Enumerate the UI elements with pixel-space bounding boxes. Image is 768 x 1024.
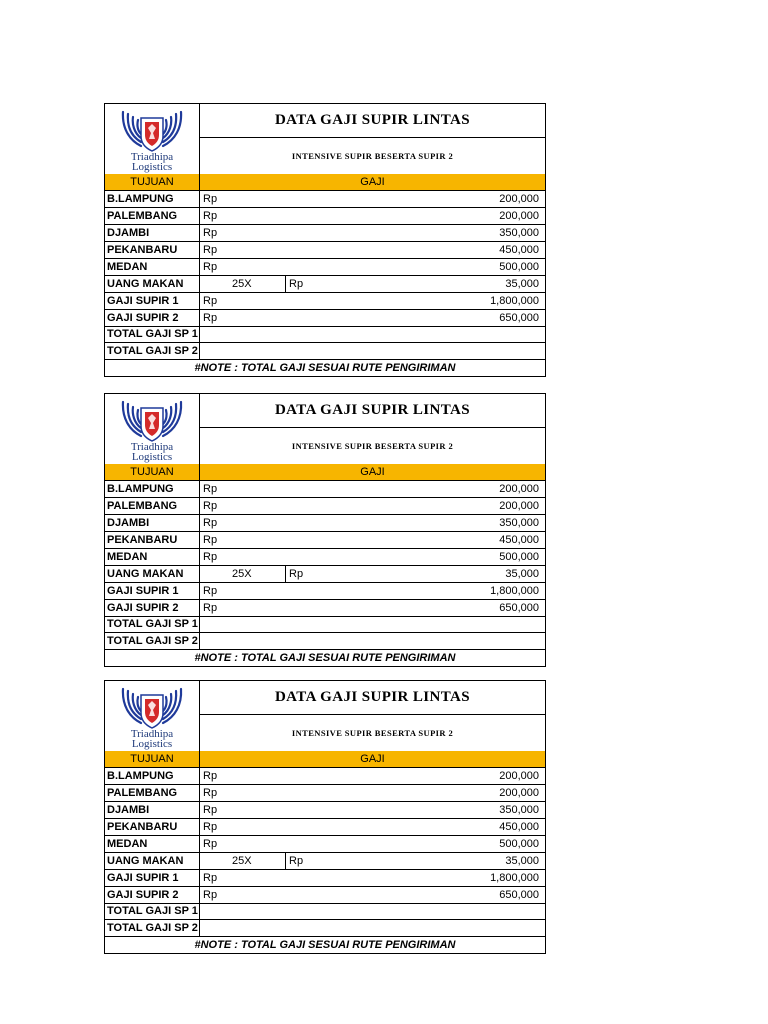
cell-divider xyxy=(199,768,200,784)
row-amount: 35,000 xyxy=(505,568,539,580)
eagle-emblem-icon xyxy=(119,106,185,154)
company-logo xyxy=(105,104,200,174)
table-row xyxy=(105,633,545,650)
logo-text-line1: Triadhipa xyxy=(130,728,174,740)
column-header-tujuan: TUJUAN xyxy=(105,464,200,480)
row-currency: Rp xyxy=(203,210,218,222)
table-row xyxy=(105,532,545,549)
cell-divider xyxy=(199,887,200,903)
column-header-gaji: GAJI xyxy=(360,176,385,188)
cell-divider xyxy=(199,836,200,852)
salary-table-1 xyxy=(104,103,546,377)
cell-divider xyxy=(199,600,200,616)
row-label: TOTAL GAJI SP 2 xyxy=(107,922,198,934)
row-label: B.LAMPUNG xyxy=(107,193,174,205)
cell-divider xyxy=(199,819,200,835)
row-amount: 1,800,000 xyxy=(490,872,539,884)
row-label: PALEMBANG xyxy=(107,210,178,222)
row-multiplier: 25X xyxy=(232,855,252,867)
salary-table-2 xyxy=(104,393,546,667)
table-note: #NOTE : TOTAL GAJI SESUAI RUTE PENGIRIMAN xyxy=(194,362,456,374)
row-currency: Rp xyxy=(203,500,218,512)
cell-divider xyxy=(285,566,286,582)
column-header-tujuan: TUJUAN xyxy=(105,751,200,767)
row-amount: 200,000 xyxy=(499,193,539,205)
table-row xyxy=(105,819,545,836)
row-label: UANG MAKAN xyxy=(107,855,184,867)
table-subtitle: INTENSIVE SUPIR BESERTA SUPIR 2 xyxy=(291,151,454,161)
cell-divider xyxy=(285,853,286,869)
logo-text-line1: Triadhipa xyxy=(130,441,174,453)
cell-divider xyxy=(199,920,200,936)
row-label: GAJI SUPIR 1 xyxy=(107,295,179,307)
row-multiplier: 25X xyxy=(232,278,252,290)
row-currency: Rp xyxy=(203,517,218,529)
cell-divider xyxy=(199,293,200,309)
cell-divider xyxy=(199,208,200,224)
logo-text-line1: Triadhipa xyxy=(130,151,174,163)
cell-divider xyxy=(199,259,200,275)
cell-divider xyxy=(199,616,200,632)
row-currency: Rp xyxy=(203,872,218,884)
row-amount: 500,000 xyxy=(499,261,539,273)
row-amount: 500,000 xyxy=(499,838,539,850)
row-amount: 650,000 xyxy=(499,602,539,614)
cell-divider xyxy=(199,853,200,869)
table-title: DATA GAJI SUPIR LINTAS xyxy=(200,104,545,138)
table-row xyxy=(105,768,545,785)
table-row xyxy=(105,293,545,310)
row-currency: Rp xyxy=(203,551,218,563)
column-header-gaji: GAJI xyxy=(360,753,385,765)
row-amount: 650,000 xyxy=(499,889,539,901)
row-label: PALEMBANG xyxy=(107,787,178,799)
row-currency: Rp xyxy=(203,585,218,597)
cell-divider xyxy=(199,870,200,886)
row-currency: Rp xyxy=(289,855,304,867)
salary-table-3 xyxy=(104,680,546,954)
table-row xyxy=(105,870,545,887)
row-currency: Rp xyxy=(203,312,218,324)
row-currency: Rp xyxy=(203,770,218,782)
column-header-row xyxy=(105,751,545,768)
company-logo xyxy=(105,394,200,464)
row-label: MEDAN xyxy=(107,551,148,563)
row-amount: 1,800,000 xyxy=(490,585,539,597)
table-row xyxy=(105,853,545,870)
row-amount: 35,000 xyxy=(505,278,539,290)
row-currency: Rp xyxy=(203,889,218,901)
cell-divider xyxy=(199,532,200,548)
row-currency: Rp xyxy=(203,804,218,816)
row-amount: 200,000 xyxy=(499,770,539,782)
cell-divider xyxy=(199,310,200,326)
row-label: UANG MAKAN xyxy=(107,568,184,580)
cell-divider xyxy=(199,903,200,919)
cell-divider xyxy=(199,785,200,801)
row-amount: 200,000 xyxy=(499,483,539,495)
row-currency: Rp xyxy=(289,278,304,290)
row-label: GAJI SUPIR 2 xyxy=(107,312,179,324)
table-row xyxy=(105,616,545,633)
row-amount: 200,000 xyxy=(499,500,539,512)
row-label: TOTAL GAJI SP 1 xyxy=(107,905,198,917)
row-label: PEKANBARU xyxy=(107,534,178,546)
table-row xyxy=(105,481,545,498)
row-label: MEDAN xyxy=(107,261,148,273)
column-header-tujuan: TUJUAN xyxy=(105,174,200,190)
row-amount: 35,000 xyxy=(505,855,539,867)
table-row xyxy=(105,242,545,259)
table-subtitle: INTENSIVE SUPIR BESERTA SUPIR 2 xyxy=(291,728,454,738)
table-row xyxy=(105,310,545,327)
row-label: TOTAL GAJI SP 1 xyxy=(107,328,198,340)
row-currency: Rp xyxy=(203,534,218,546)
table-subtitle: INTENSIVE SUPIR BESERTA SUPIR 2 xyxy=(291,441,454,451)
table-row xyxy=(105,498,545,515)
table-title: DATA GAJI SUPIR LINTAS xyxy=(200,681,545,715)
table-row xyxy=(105,600,545,617)
table-row xyxy=(105,903,545,920)
row-currency: Rp xyxy=(203,821,218,833)
row-label: B.LAMPUNG xyxy=(107,770,174,782)
row-currency: Rp xyxy=(203,295,218,307)
row-label: UANG MAKAN xyxy=(107,278,184,290)
row-currency: Rp xyxy=(203,787,218,799)
table-row xyxy=(105,785,545,802)
table-header xyxy=(105,394,545,465)
cell-divider xyxy=(199,583,200,599)
column-header-row xyxy=(105,464,545,481)
table-row xyxy=(105,802,545,819)
cell-divider xyxy=(199,191,200,207)
cell-divider xyxy=(199,498,200,514)
cell-divider xyxy=(199,802,200,818)
row-label: PEKANBARU xyxy=(107,821,178,833)
table-row xyxy=(105,326,545,343)
logo-text-line2: Logistics xyxy=(131,738,173,750)
cell-divider xyxy=(199,343,200,359)
cell-divider xyxy=(199,326,200,342)
row-amount: 200,000 xyxy=(499,210,539,222)
eagle-emblem-icon xyxy=(119,683,185,731)
row-label: DJAMBI xyxy=(107,227,150,239)
table-row xyxy=(105,836,545,853)
table-row xyxy=(105,583,545,600)
row-label: DJAMBI xyxy=(107,517,150,529)
table-row xyxy=(105,276,545,293)
row-label: PEKANBARU xyxy=(107,244,178,256)
eagle-emblem-icon xyxy=(119,396,185,444)
row-label: TOTAL GAJI SP 2 xyxy=(107,345,198,357)
table-header xyxy=(105,681,545,752)
table-row xyxy=(105,225,545,242)
cell-divider xyxy=(199,225,200,241)
row-currency: Rp xyxy=(203,838,218,850)
table-row xyxy=(105,259,545,276)
logo-text-line2: Logistics xyxy=(131,161,173,173)
cell-divider xyxy=(199,515,200,531)
row-currency: Rp xyxy=(203,244,218,256)
row-amount: 450,000 xyxy=(499,821,539,833)
row-label: GAJI SUPIR 1 xyxy=(107,872,179,884)
row-amount: 450,000 xyxy=(499,534,539,546)
table-title: DATA GAJI SUPIR LINTAS xyxy=(200,394,545,428)
row-amount: 200,000 xyxy=(499,787,539,799)
row-label: GAJI SUPIR 1 xyxy=(107,585,179,597)
row-label: MEDAN xyxy=(107,838,148,850)
table-header xyxy=(105,104,545,175)
row-label: PALEMBANG xyxy=(107,500,178,512)
row-amount: 500,000 xyxy=(499,551,539,563)
table-row xyxy=(105,208,545,225)
cell-divider xyxy=(199,633,200,649)
row-amount: 350,000 xyxy=(499,227,539,239)
table-note: #NOTE : TOTAL GAJI SESUAI RUTE PENGIRIMAN xyxy=(194,652,456,664)
column-header-row xyxy=(105,174,545,191)
row-currency: Rp xyxy=(203,483,218,495)
column-header-gaji: GAJI xyxy=(360,466,385,478)
cell-divider xyxy=(199,566,200,582)
row-label: DJAMBI xyxy=(107,804,150,816)
table-row xyxy=(105,920,545,937)
row-amount: 1,800,000 xyxy=(490,295,539,307)
table-row xyxy=(105,343,545,360)
row-label: GAJI SUPIR 2 xyxy=(107,602,179,614)
row-amount: 450,000 xyxy=(499,244,539,256)
row-amount: 650,000 xyxy=(499,312,539,324)
table-row xyxy=(105,549,545,566)
row-label: TOTAL GAJI SP 1 xyxy=(107,618,198,630)
row-label: GAJI SUPIR 2 xyxy=(107,889,179,901)
row-amount: 350,000 xyxy=(499,517,539,529)
row-label: TOTAL GAJI SP 2 xyxy=(107,635,198,647)
logo-text-line2: Logistics xyxy=(131,451,173,463)
cell-divider xyxy=(199,276,200,292)
row-multiplier: 25X xyxy=(232,568,252,580)
row-label: B.LAMPUNG xyxy=(107,483,174,495)
row-currency: Rp xyxy=(289,568,304,580)
row-currency: Rp xyxy=(203,602,218,614)
table-row xyxy=(105,515,545,532)
cell-divider xyxy=(199,481,200,497)
company-logo xyxy=(105,681,200,751)
table-row xyxy=(105,887,545,904)
table-row xyxy=(105,191,545,208)
row-currency: Rp xyxy=(203,261,218,273)
cell-divider xyxy=(285,276,286,292)
cell-divider xyxy=(199,549,200,565)
table-row xyxy=(105,566,545,583)
row-currency: Rp xyxy=(203,193,218,205)
table-note: #NOTE : TOTAL GAJI SESUAI RUTE PENGIRIMAN xyxy=(194,939,456,951)
row-currency: Rp xyxy=(203,227,218,239)
cell-divider xyxy=(199,242,200,258)
row-amount: 350,000 xyxy=(499,804,539,816)
